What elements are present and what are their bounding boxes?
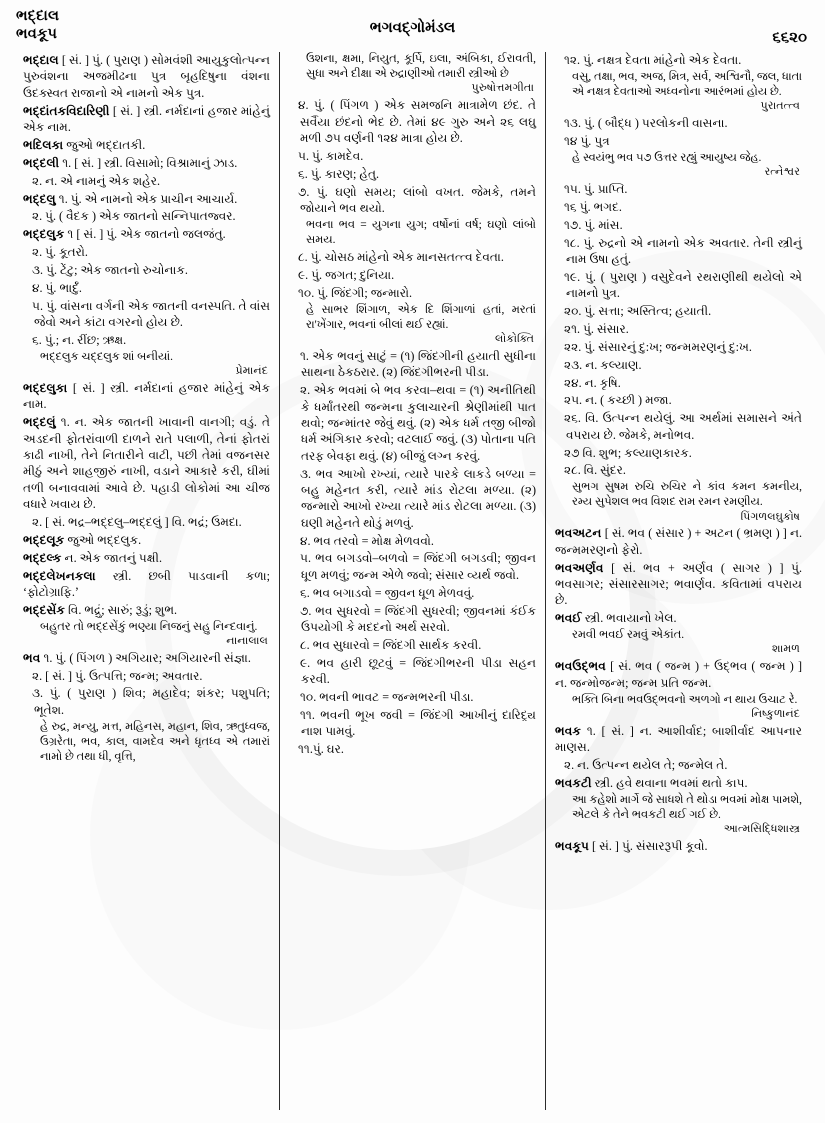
column-right [546, 52, 811, 1110]
entry-headword: ભવઅર્ણવ [555, 560, 604, 575]
entry-sense: ૨૫. ન. ( કચ્છી ) મજા. [564, 393, 672, 408]
quote-citation: આત્મસિદ્ધિશાસ્ત્ર [723, 822, 800, 835]
entry-idiom: ૯. ભવ હારી છૂટવું = જિંદગીભરની પીડા સહન કરવી. [300, 655, 536, 687]
dictionary-entry: ભવઅર્ણવ [ સં. ભવ + અર્ણવ ( સાગર ) ] પું. ભવસાગર; સંસારસાગર; ભવાર્ણવ. કવિતામાં વપરાય છે. [555, 560, 802, 608]
entry-sense: ૨૭ વિ. શુભ; કલ્યાણકારક. [564, 445, 692, 460]
dictionary-entry: ભદ્દલેખનકલા સ્ત્રી. છબી પાડવાની કળા; ‘ફોટોગ્રાફિ.’ [23, 568, 270, 599]
entry-sense: ૨૬. વિ. ઉત્પન્ન થયેલું. આ અર્થમાં સમાસને અંતે વપરાય છે. જેમકે, મનોભવ. [564, 411, 802, 442]
entry-sense: ૩. પું. ટેંટુ; એક જાતનો રુચોનાક. [32, 263, 188, 277]
entry-headword: ભદ્દલુ [23, 191, 56, 206]
entry-headword: ભદ્દસેંક [23, 602, 66, 617]
entry-quote: ભદ્દલુક ચદ્દલુક શાં બનીયાં. પ્રેમાનંદ [40, 350, 268, 378]
dictionary-entry: ભવઅટન [ સં. ભવ ( સંસાર ) + અટન ( ભ્રમણ ) ] ન. જન્મમરણનો ફેરો. [555, 526, 802, 557]
entry-sense: ૬. પું. કારણ; હેતુ. [298, 166, 380, 181]
dictionary-entry: ભવઉદ્ભવ [ સં. ભવ ( જન્મ ) + ઉદ્ભવ ( જન્મ ) ] ન. જન્મોજન્મ; જન્મ પ્રતિ જન્મ. [555, 659, 802, 690]
entry-sense: ૨૧. પું. સંસાર. [564, 321, 629, 336]
entry-sense: ૨૩. ન. કલ્યાણ. [564, 357, 642, 372]
entry-headword: ભવઅટન [555, 526, 602, 541]
column-left [14, 52, 279, 1110]
entry-idiom: ૬. ભવ બગાડવો = જીવન ધૂળ મેળવવું. [300, 585, 475, 600]
entry-idiom: ૨. એક ભવમાં બે ભવ કરવા–થવા = (૧) અનીતિથી કે ધર્માંતરથી જન્મના કુલાચારની શ્રેણીમાંથી પાત થવો; જન્માંતર જેવું થવું. (૨) એક ધર્મ તજી બીજો ધર્મ અંગિકાર કરવો; વટલાઈ જવું. (૩) પોતાના પતિ તરફ બેવફા થવું. (૪) બીજું લગ્ન કરવું. [300, 383, 536, 463]
entry-sense: ૨. ન. ઉત્પન્ન થયેલ તે; જન્મેલ તે. [564, 757, 728, 772]
entry-sense: ૪. પું. ( પિંગળ ) એક સમજનિ માત્રામેળ છંદ. તે સર્વૈયા છંદનો ભેદ છે. તેમાં ૪૯ ગુરુ અને ૨૬ લઘુ મળી ૭૫ વર્ણની ૧૨૪ માત્રા હોય છે. [298, 98, 536, 145]
entry-idiom: ૧. એક ભવનું સાટું = (૧) જિંદગીની હયાતી સુધીના સાથના ઠેકઠરાર. (૨) જિંદગીભરની પીડા. [300, 348, 536, 380]
page-title: ભગવદ્ગોમંડલ [369, 20, 456, 36]
entry-idiom: ૮. ભવ સુધારવો = જિંદગી સાર્થક કરવી. [300, 637, 482, 652]
quote-citation: પુરુષોત્તમગીતા [471, 82, 534, 95]
entry-headword: ભવકટી [555, 775, 592, 790]
entry-sense: ૧૯. પું. ( પુરાણ ) વસુદેવને રથરાણીથી થયેલો એ નામનો પુત્ર. [564, 269, 802, 301]
entry-sense: ૮. પું. ચોસઠ માંહેનો એક માનસતત્ત્વ દેવતા. [298, 250, 504, 265]
dictionary-entry: ભવકટી સ્ત્રી. હવે થવાના ભવમાં થતો કાપ. [555, 775, 748, 790]
dictionary-entry: ભવક ૧. [ સં. ] ન. આશીર્વાદ; બાશીર્વાદ આપનાર માણસ. [555, 723, 802, 754]
guide-word-last: ભવકૂપ [16, 25, 58, 42]
quote-citation: પિંગળલઘુકોષ [740, 510, 800, 523]
entry-sense: ૨૮. વિ. સુંદર. [564, 463, 626, 478]
dictionary-entry: ભદ્દાંતકવિદારિણી [ સં. ] સ્ત્રી. નર્મદાનાં હજાર માંહેનું એક નામ. [23, 103, 270, 134]
entry-sense: ૨. [ સં. ] પું. ઉત્પત્તિ; જન્મ; અવતાર. [32, 668, 203, 683]
column-container [0, 52, 825, 1118]
entry-idiom: ૫. ભવ બગડવો–બળવો = જિંદગી બગડવી; જીવન ધૂળ મળવું; જન્મ એળે જવો; સંસાર વ્યર્થ જવો. [300, 551, 536, 582]
entry-headword: ભદ્દાલ [23, 53, 59, 67]
entry-headword: ભદ્દલુક [23, 227, 65, 242]
entry-sense: ૨૦. પું. સત્તા; અસ્તિત્વ; હયાતી. [564, 304, 712, 318]
quote-citation: નાનાલાલ [226, 634, 268, 647]
dictionary-entry: ભદ્દલુક ૧ [ સં. ] પું. એક જાતનો જલજંતુ. [23, 227, 226, 242]
dictionary-entry: ભદિલકા જુઓ ભદ્દાતકી. [23, 137, 146, 152]
dictionary-entry: ભવ ૧. પું. ( પિંગળ ) અગિયાર; અગિયારની સંજ્ઞા. [23, 650, 251, 665]
entry-headword: ભદ્દલૂક [23, 532, 65, 547]
dictionary-entry: ભદ્દલું ૧. ન. એક જાતની ખાવાની વાનગી; વડું. તે અડદની ફોતરાંવાળી દાળને રાતે પલાળી, તેનાં ફોતરાં કાઢી નાખી, તેને નિતારીને વાટી, પછી તેમાં વજનસર મીઠું અને શાહજીરું નાખી, વડાને આકારે કરી, ઘીમાં તળી બનાવવામાં આવે છે. પહાડી લોકોમાં આ ચીજ વધારે ખવાય છે. [23, 415, 270, 512]
entry-headword: ભવકૂપ [555, 838, 589, 853]
dictionary-entry: ભદ્દસેંક વિ. ભદ્રું; સારું; રૂડું; શુભ. [23, 602, 178, 617]
dictionary-entry: ભદ્દલૂક જુઓ ભદ્દલુક. [23, 532, 142, 547]
entry-sense: ૧૦. પું. જિંદગી; જન્મારો. [298, 285, 413, 300]
entry-idiom: ૧૦. ભવની ભાવટ = જન્મભરની પીડા. [300, 689, 474, 704]
entry-quote: હે સ્વયંભુ ભવ ૫૭ ઉત્તર રહ્યું આયુષ્ય જેહ. રત્નેશ્વર [572, 151, 800, 178]
entry-quote: હે રુદ્ર, મન્યુ, મત્ત, મહિનસ, મહાન, શિવ, ઋતુધ્વજ, ઉગ્રરેતા, ભવ, કાલ, વામદેવ અને ધૃતધ્વ એ તમારાં નામો છે તથા ધી, વૃત્તિ, [40, 720, 270, 764]
page-number: ૬૬૨૦ [772, 30, 807, 46]
entry-quote: રમવી ભવઈ રમવું એકાંત. શામળ [572, 629, 800, 656]
entry-idiom: ૧૧. ભવની ભૂખ જવી = જિંદગી આખીનું દારિદ્ર્ય નાશ પામવું. [300, 707, 536, 739]
entry-sense: ૧૫. પું. પ્રાપ્તિ. [564, 181, 628, 196]
guide-word-first: ભદ્દાલ [16, 8, 60, 24]
entry-headword: ભદ્દાંતકવિદારિણી [23, 103, 110, 118]
column-middle [279, 52, 546, 1110]
entry-quote: ભવના ભવ = યુગના યુગ; વર્ષોનાં વર્ષ; ઘણો લાંબો સમય. [306, 218, 536, 246]
entry-quote: ઉશના, ક્ષમા, નિયુત, કૂર્પિ, ઇલા, અંબિકા, ઈરાવતી, સુધા અને દીક્ષા એ રુદ્રાણીઓ તમારી સ્ત્રીઓ છે પુરુષોત્તમગીતા [306, 53, 536, 95]
quote-citation: લોકોક્તિ [495, 333, 534, 346]
entry-headword: ભદ્દલ્ક [23, 550, 62, 565]
entry-sense: ૨. પું. કૂતરો. [32, 245, 88, 260]
entry-sense: ૧૧.પું. ઘર. [298, 742, 344, 757]
entry-sense: ૩. પું. ( પુરાણ ) શિવ; મહાદેવ; શંકર; પશુપતિ; ભૂતેશ. [32, 686, 270, 717]
entry-sense: ૨૨. પું. સંસારનું દુ:ખ; જન્મમરણનું દુ:ખ. [564, 339, 752, 354]
entry-headword: ભવઉદ્ભવ [555, 659, 606, 674]
entry-sense: ૧૨. પું. નક્ષત્ર દેવતા માંહેનો એક દેવતા. [564, 53, 742, 67]
entry-quote: આ કહેશો માર્ગે જે સાધશે તે થોડા ભવમાં મોક્ષ પામશે, એટલે કે તેને ભવકટી થઈ ગઈ છે. આત્મસિદ્ધિશાસ્ત્ર [572, 793, 802, 835]
entry-sense: ૭. પું. ઘણો સમય; લાંબો વખત. જેમકે, તમને જોયાને ભવ થયો. [298, 184, 536, 215]
entry-headword: ભદ્દલી [23, 155, 60, 170]
entry-idiom: ૭. ભવ સુધરવો = જિંદગી સુધરવી; જીવનમાં કંઈક ઉપયોગી કે મદદનો અર્થ સરવો. [300, 603, 536, 634]
entry-headword: ભદ્દલેખનકલા [23, 568, 96, 583]
entry-sense: ૫. પું. કામદેવ. [298, 148, 364, 163]
entry-sense: ૪. પું. ભાર્દું. [32, 280, 82, 295]
entry-quote: ભક્તિ બિના ભવઉદ્ભવનો અળગો ન થાય ઉચાટ રે. નિષ્કુળાનંદ [572, 693, 800, 720]
entry-sense: ૨૪. ન. કૃષિ. [564, 375, 621, 390]
entry-sense: ૧૭. પું. માંસ. [564, 217, 623, 232]
entry-headword: ભદિલકા [23, 137, 64, 152]
entry-quote: હે સાભર શિંગાળ, એક દિ શિંગાળાં હતાં, મરતાં રા'ખેંગાર, ભવનાં બીલાં થઈ રહ્યાં. લોકોક્તિ [306, 303, 536, 346]
dictionary-entry: ભદ્દલુકા [ સં. ] સ્ત્રી. નર્મદાનાં હજાર માંહેનું એક નામ. [23, 380, 270, 412]
entry-sense: ૬. પું.; ન. રીંછ; ઋક્ષ. [32, 333, 127, 347]
entry-sense: ૨. પું. ( વૈદક ) એક જાતનો સન્નિપાતજ્વર. [32, 209, 236, 224]
entry-idiom: ૪. ભવ તરવો = મોક્ષ મેળવવો. [300, 533, 434, 548]
entry-headword: ભવ [23, 650, 41, 665]
quote-citation: નિષ્કુળાનંદ [751, 707, 800, 720]
page-header [0, 0, 825, 52]
quote-citation: પ્રેમાનંદ [235, 365, 268, 378]
dictionary-entry: ભદ્દલ્ક ન. એક જાતનું પક્ષી. [23, 550, 163, 565]
entry-headword: ભવઈ [555, 611, 582, 626]
dictionary-entry: ભદ્દાલ [ સં. ] પું. ( પુરાણ ) સોમવંશી આયુકુલોત્પન્ન પુરુવંશના અજમીઢના પુત્ર બૃહદિષુના વંશના ઉદક્સ્વત રાજાનો એ નામનો એક પુત્ર. [23, 53, 270, 100]
entry-idiom: ૩. ભવ આખો રખ્યાં, ત્યારે પારકે લાકડે બળ્યા = બહુ મહેનત કરી, ત્યારે માંડ રોટલા મળ્યા. (૨) જન્મારો આખો રખ્યા ત્યારે માંડ રોટલા મળ્યા. (૩) ઘણી મહેનતે થોડું મળવું. [300, 466, 536, 530]
entry-sense: ૨. [ સં. ભદ્ર–ભદ્દલુ–ભદ્દલું ] વિ. ભદ્રં; ઉમદા. [32, 514, 242, 529]
quote-citation: રત્નેશ્વર [764, 165, 800, 178]
dictionary-entry: ભદ્દલુ ૧. પું. એ નામનો એક પ્રાચીન આચાર્ય. [23, 191, 238, 206]
entry-sense: ૧૮. પું. રુદ્રનો એ નામનો એક અવતાર. તેની સ્ત્રીનું નામ ઉષા હતું. [564, 235, 802, 266]
dictionary-entry: ભવકૂપ [ સં. ] પું. સંસારરૂપી કૂવો. [555, 838, 708, 853]
entry-headword: ભદ્દલું [23, 415, 56, 430]
entry-quote: વસુ, તક્ષા, ભવ, અજ, મિત્ર, સર્વ, અશ્વિનૌ, જલ, ધાતા એ નક્ષત્ર દેવતાઓ અધ્વનોના આરંભમાં હોય છે. પુરાતત્ત્વ [572, 70, 802, 113]
entry-quote: બહુતર તો ભદ્દસેંકું ભણ્યા નિજનું સહુ નિન્દવાનું. નાનાલાલ [40, 620, 268, 647]
entry-sense: ૨. ન. એ નામનું એક શહેર. [32, 173, 161, 188]
quote-citation: પુરાતત્ત્વ [760, 100, 800, 113]
entry-headword: ભદ્દલુકા [23, 380, 68, 395]
entry-headword: ભવક [555, 723, 582, 738]
entry-sense: ૯. પું. જગત; દુનિયા. [298, 268, 395, 283]
entry-quote: સુભગ સુષમ રુચિ રુચિર ને કાંવ કમન કમનીય, રમ્ય સુપેશલ ભવ વિશદ રામ રમન રમણીય. પિંગળલઘુકોષ [572, 481, 802, 523]
entry-sense: ૫. પું. વાંસના વર્ગની એક જાતની વનસ્પતિ. તે વાંસ જેવો અને કાંટા વગરનો હોય છે. [32, 298, 270, 330]
entry-sense: ૧૪ પું. પુત્ર [564, 133, 610, 148]
dictionary-entry: ભદ્દલી ૧. [ સં. ] સ્ત્રી. વિસામો; વિશ્રામાનું ઝાડ. [23, 155, 238, 170]
quote-citation: શામળ [772, 643, 800, 656]
entry-sense: ૧૬ પું. ભગદ. [564, 199, 622, 214]
entry-sense: ૧૩. પું. ( બૌદ્ધ ) પરલોકની વાસના. [564, 116, 728, 131]
dictionary-entry: ભવઈ સ્ત્રી. ભવાયાનો ખેલ. [555, 611, 677, 626]
